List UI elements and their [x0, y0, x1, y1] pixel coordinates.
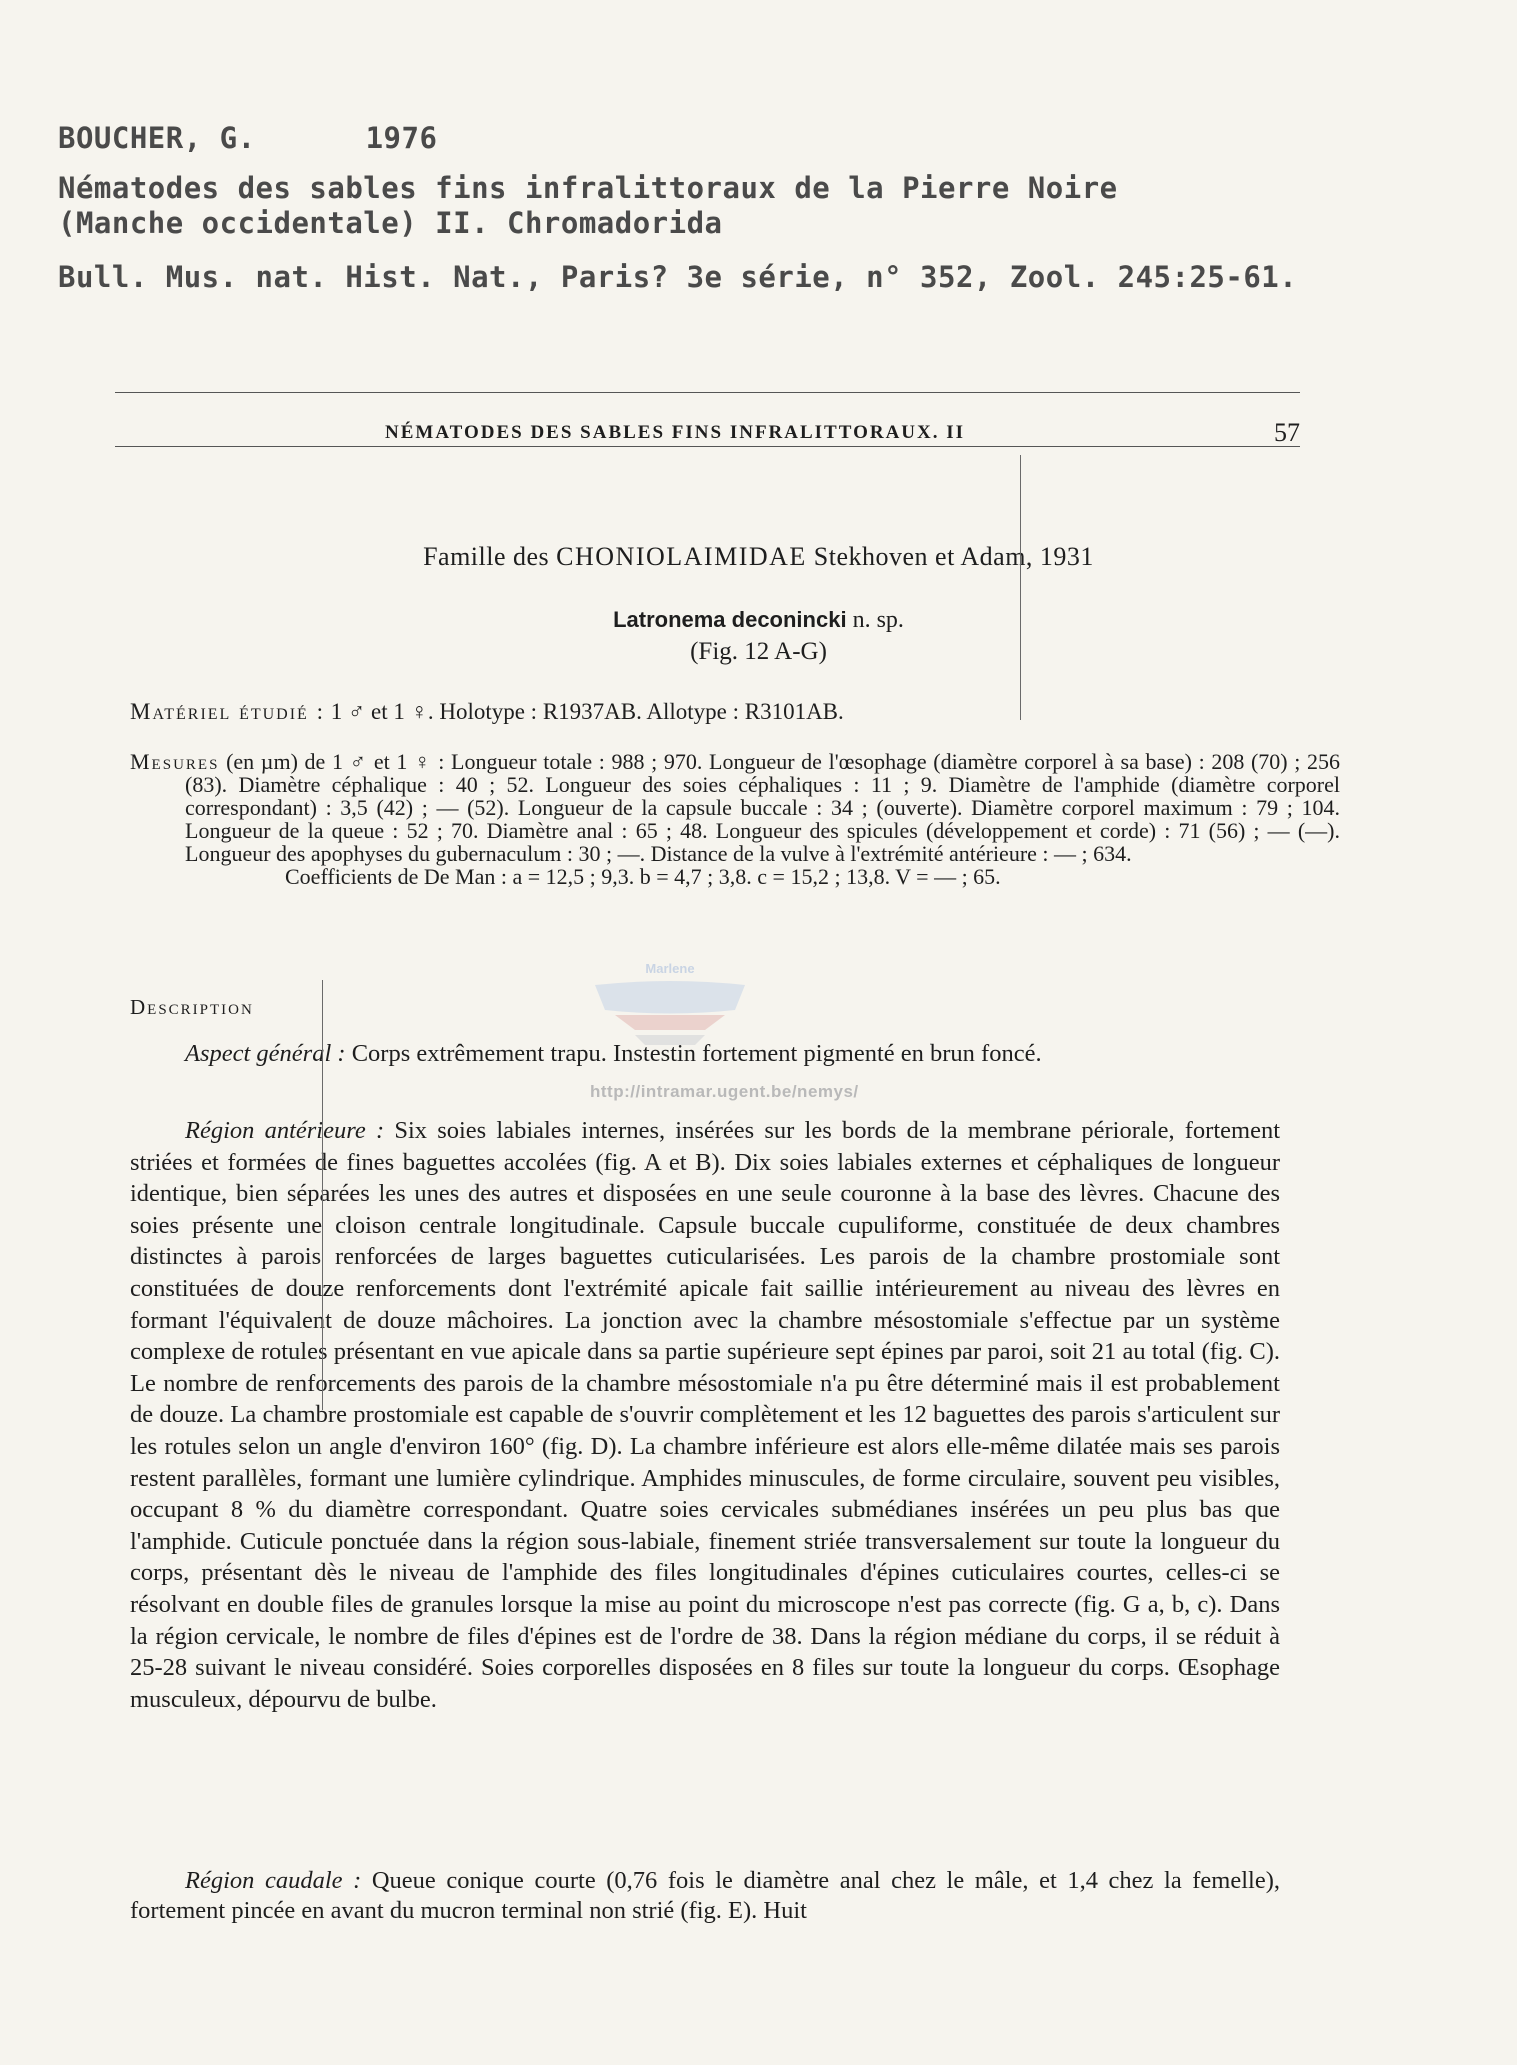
- header-rule-top: [115, 392, 1300, 393]
- aspect-label: Aspect général :: [185, 1040, 346, 1067]
- family-heading: [0, 542, 1517, 572]
- materiel-text: 1 ♂ et 1 ♀. Holotype : R1937AB. Allotype : R3101AB.: [330, 699, 844, 724]
- marlene-logo-watermark: [575, 955, 765, 1050]
- scan-artifact-line-1: [1020, 455, 1021, 720]
- anterior-text: Six soies labiales internes, insérées sur les bords de la membrane périorale, fortement striées et formées de fines baguettes accolées (fig. A et B). Dix soies labiales externes et céphaliques de longueur identique, bien séparées les unes des autres et disposées en une seule couronne à la base des lèvres. Chacune des soies présente une cloison centrale longitudinale. Capsule buccale cupuliforme, constituée de deux chambres distinctes à parois renforcées de larges baguettes cuticularisées. Les parois de la chambre prostomiale sont constituées de douze renforcements dont l'extrémité apicale fait saillie intérieurement au niveau des lèvres en formant l'équivalent de douze mâchoires. La jonction avec la chambre mésostomiale s'effectue par un système complexe de rotules présentant en vue apicale dans sa partie supérieure sept épines par paroi, soit 21 au total (fig. C). Le nombre de renforcements des parois de la chambre mésostomiale n'a pu être déterminé mais il est probablement de douze. La chambre prostomiale est capable de s'ouvrir complètement et les 12 baguettes des parois s'articulent sur les rotules selon un angle d'environ 160° (fig. D). La chambre inférieure est alors elle-même dilatée mais ses parois restent parallèles, formant une lumière cylindrique. Amphides minuscules, de forme circulaire, souvent peu visibles, occupant 8 % du diamètre correspondant. Quatre soies cervicales submédianes insérées un peu plus bas que l'amphide. Cuticule ponctuée dans la région sous-labiale, finement striée transversalement sur toute la longueur du corps, présentant dès le niveau de l'amphide des files longitudinales d'épines cuticulaires courtes, celles-ci se résolvant en double files de granules lorsque la mise au point du microscope n'est pas correcte (fig. G a, b, c). Dans la région cervicale, le nombre de files d'épines est de l'ordre de 38. Dans la région médiane du corps, il se réduit à 25-28 suivant le niveau considéré. Soies corporelles disposées en 8 files sur toute la longueur du corps. Œsophage musculeux, dépourvu de bulbe.: [130, 1117, 1281, 1713]
- materiel-paragraph: [130, 700, 1285, 723]
- mesures-label: Mesures: [130, 749, 220, 774]
- species-heading: [0, 607, 1517, 634]
- header-rule-bottom: [115, 446, 1300, 447]
- caudale-paragraph: [130, 1866, 1280, 1926]
- running-header: [115, 418, 1300, 454]
- citation-line-author: [58, 118, 1478, 158]
- caudale-text: Queue conique courte (0,76 fois le diamètre anal chez le mâle, et 1,4 chez la femelle), fortement pincée en avant du mucron terminal non strié (fig. E). Huit: [130, 1867, 1280, 1924]
- caudale-label: Région caudale :: [185, 1867, 362, 1894]
- anterior-paragraph: [130, 1115, 1280, 1715]
- running-title: NÉMATODES DES SABLES FINS INFRALITTORAUX. II: [385, 422, 966, 443]
- citation-title-line-1: Nématodes des sables fins infralittoraux de la Pierre Noire: [58, 171, 1118, 205]
- species-name: Latronema deconincki: [613, 607, 847, 632]
- description-heading: Description: [130, 995, 254, 1019]
- family-authority: Stekhoven et Adam, 1931: [813, 542, 1094, 571]
- species-suffix: n. sp.: [852, 607, 904, 633]
- watermark-logo-text: Marlene: [645, 961, 695, 976]
- anterior-label: Région antérieure :: [185, 1117, 385, 1144]
- aspect-text: Corps extrêmement trapu. Instestin fortement pigmenté en brun foncé.: [351, 1040, 1042, 1067]
- family-prefix: Famille des: [423, 542, 550, 571]
- watermark-url: http://intramar.ugent.be/nemys/: [590, 1082, 859, 1101]
- aspect-paragraph: [130, 1040, 1280, 1067]
- figure-reference: (Fig. 12 A-G): [690, 638, 827, 665]
- de-man-coefficients: Coefficients de De Man : a = 12,5 ; 9,3. b = 4,7 ; 3,8. c = 15,2 ; 13,8. V = — ; 65.: [285, 864, 1001, 889]
- citation-year: 1976: [365, 121, 438, 155]
- page-number: 57: [1274, 418, 1300, 447]
- scan-artifact-line-2: [322, 980, 323, 1410]
- family-name: CHONIOLAIMIDAE: [556, 542, 807, 571]
- mesures-paragraph: [130, 750, 1340, 888]
- materiel-label: Matériel étudié :: [130, 699, 325, 724]
- citation-title-line-2: (Manche occidentale) II. Chromadorida: [58, 206, 723, 240]
- citation-journal: Bull. Mus. nat. Hist. Nat., Paris? 3e série, n° 352, Zool. 245:25-61.: [58, 260, 1298, 294]
- mesures-text: (en µm) de 1 ♂ et 1 ♀ : Longueur totale : 988 ; 970. Longueur de l'œsophage (diamètre corporel à sa base) : 208 (70) ; 256 (83). Diamètre céphalique : 40 ; 52. Longueur des soies céphaliques : 11 ; 9. Diamètre de l'amphide (diamètre corporel correspondant) : 3,5 (42) ; — (52). Longueur de la capsule buccale : 34 ; (ouverte). Diamètre corporel maximum : 79 ; 104. Longueur de la queue : 52 ; 70. Diamètre anal : 65 ; 48. Longueur des spicules (développement et corde) : 71 (56) ; — (—). Longueur des apophyses du gubernaculum : 30 ; —. Distance de la vulve à l'extrémité antérieure : — ; 634.: [185, 749, 1341, 866]
- citation-author: BOUCHER, G.: [58, 121, 256, 155]
